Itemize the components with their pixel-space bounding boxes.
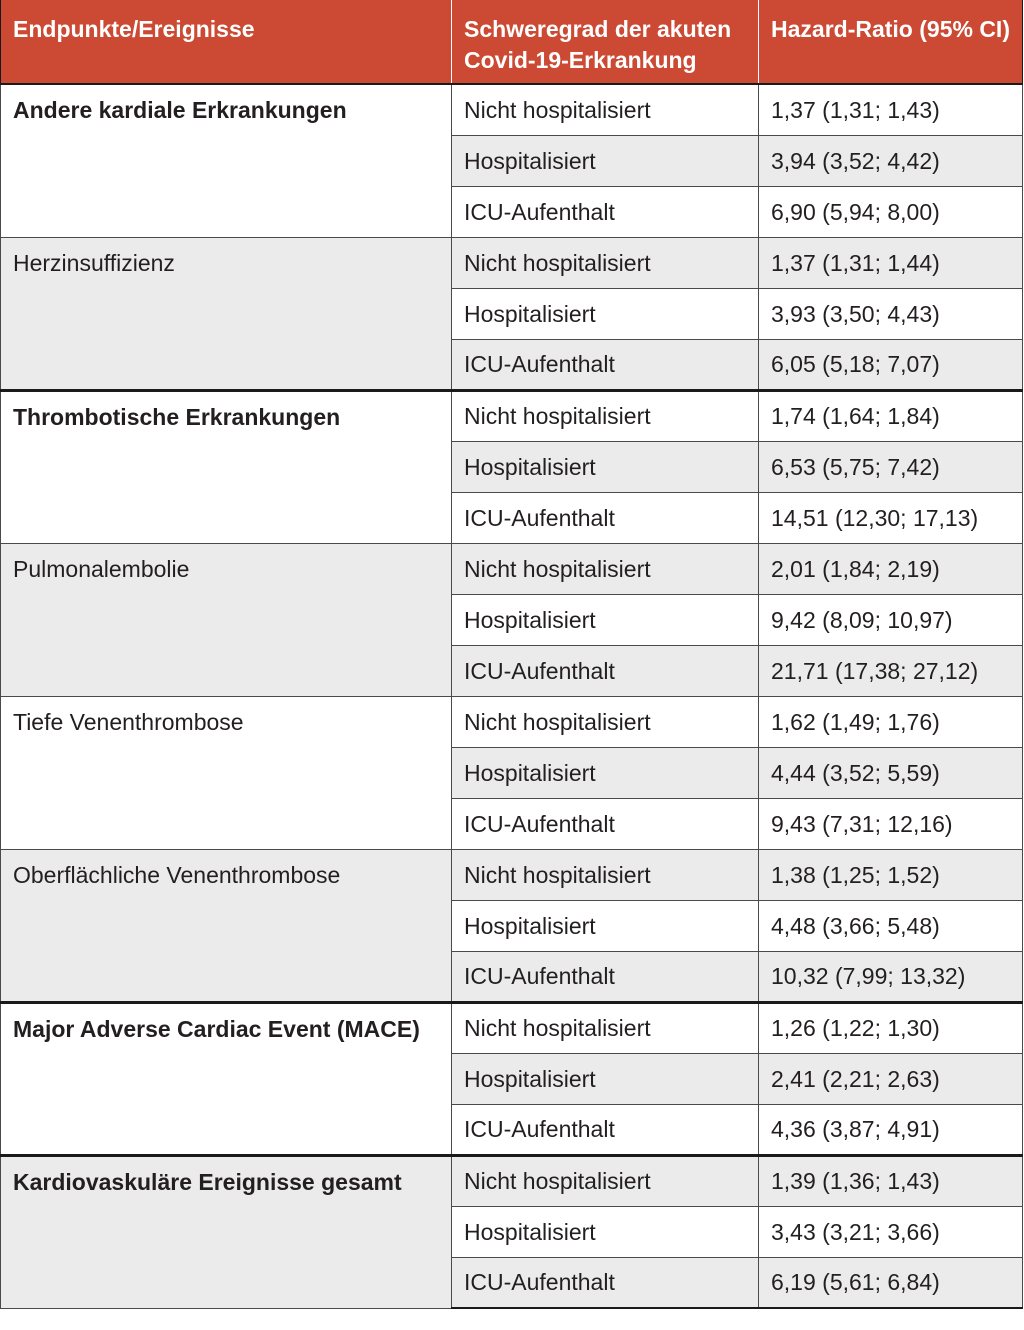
hazard-ratio-cell: 14,51 (12,30; 17,13): [759, 492, 1023, 543]
endpoint-cell: Herzinsuffizienz: [1, 237, 452, 390]
hazard-ratio-cell: 1,37 (1,31; 1,44): [759, 237, 1023, 288]
hazard-ratio-cell: 3,94 (3,52; 4,42): [759, 135, 1023, 186]
header-severity: Schweregrad der akuten Covid-19-Erkrankung: [452, 0, 759, 84]
table-row: [1, 543, 1023, 594]
severity-cell: Nicht hospitalisiert: [452, 84, 759, 135]
endpoint-cell: Pulmonalembolie: [1, 543, 452, 696]
hazard-ratio-cell: 6,90 (5,94; 8,00): [759, 186, 1023, 237]
severity-cell: Nicht hospitalisiert: [452, 390, 759, 441]
severity-cell: ICU-Aufenthalt: [452, 1257, 759, 1308]
endpoint-cell: Andere kardiale Erkrankungen: [1, 84, 452, 237]
table-row: [1, 84, 1023, 135]
table-header-row: [1, 0, 1023, 84]
header-endpoints: Endpunkte/Ereignisse: [1, 0, 452, 84]
severity-cell: Hospitalisiert: [452, 747, 759, 798]
hazard-ratio-cell: 2,41 (2,21; 2,63): [759, 1053, 1023, 1104]
hazard-ratio-cell: 1,38 (1,25; 1,52): [759, 849, 1023, 900]
hazard-ratio-cell: 21,71 (17,38; 27,12): [759, 645, 1023, 696]
severity-cell: Hospitalisiert: [452, 288, 759, 339]
hazard-ratio-cell: 4,36 (3,87; 4,91): [759, 1104, 1023, 1155]
table-row: [1, 237, 1023, 288]
hazard-ratio-cell: 2,01 (1,84; 2,19): [759, 543, 1023, 594]
severity-cell: Hospitalisiert: [452, 1053, 759, 1104]
severity-cell: ICU-Aufenthalt: [452, 339, 759, 390]
hazard-ratio-cell: 3,43 (3,21; 3,66): [759, 1206, 1023, 1257]
severity-cell: Hospitalisiert: [452, 594, 759, 645]
severity-cell: ICU-Aufenthalt: [452, 798, 759, 849]
endpoint-cell: Major Adverse Cardiac Event (MACE): [1, 1002, 452, 1155]
severity-cell: Nicht hospitalisiert: [452, 543, 759, 594]
hazard-ratio-cell: 1,26 (1,22; 1,30): [759, 1002, 1023, 1053]
hazard-ratio-cell: 1,74 (1,64; 1,84): [759, 390, 1023, 441]
hazard-ratio-cell: 9,43 (7,31; 12,16): [759, 798, 1023, 849]
endpoint-cell: Thrombotische Erkrankungen: [1, 390, 452, 543]
hazard-ratio-cell: 6,05 (5,18; 7,07): [759, 339, 1023, 390]
hazard-ratio-cell: 1,39 (1,36; 1,43): [759, 1155, 1023, 1206]
endpoint-cell: Oberflächliche Venenthrombose: [1, 849, 452, 1002]
table-row: [1, 849, 1023, 900]
hazard-ratio-cell: 6,19 (5,61; 6,84): [759, 1257, 1023, 1308]
severity-cell: Hospitalisiert: [452, 135, 759, 186]
hazard-ratio-cell: 9,42 (8,09; 10,97): [759, 594, 1023, 645]
severity-cell: ICU-Aufenthalt: [452, 1104, 759, 1155]
table-row: [1, 1155, 1023, 1206]
table-row: [1, 1002, 1023, 1053]
hazard-ratio-cell: 4,44 (3,52; 5,59): [759, 747, 1023, 798]
severity-cell: Nicht hospitalisiert: [452, 849, 759, 900]
hazard-ratio-cell: 3,93 (3,50; 4,43): [759, 288, 1023, 339]
severity-cell: Nicht hospitalisiert: [452, 1155, 759, 1206]
hazard-ratio-cell: 1,37 (1,31; 1,43): [759, 84, 1023, 135]
severity-cell: ICU-Aufenthalt: [452, 492, 759, 543]
severity-cell: ICU-Aufenthalt: [452, 951, 759, 1002]
severity-cell: Nicht hospitalisiert: [452, 1002, 759, 1053]
severity-cell: Hospitalisiert: [452, 441, 759, 492]
hazard-ratio-cell: 6,53 (5,75; 7,42): [759, 441, 1023, 492]
header-hazard-ratio: Hazard-Ratio (95% CI): [759, 0, 1023, 84]
severity-cell: Nicht hospitalisiert: [452, 237, 759, 288]
table-row: [1, 390, 1023, 441]
severity-cell: Hospitalisiert: [452, 900, 759, 951]
endpoint-cell: Tiefe Venenthrombose: [1, 696, 452, 849]
severity-cell: Hospitalisiert: [452, 1206, 759, 1257]
severity-cell: ICU-Aufenthalt: [452, 645, 759, 696]
hazard-ratio-cell: 10,32 (7,99; 13,32): [759, 951, 1023, 1002]
hazard-ratio-cell: 4,48 (3,66; 5,48): [759, 900, 1023, 951]
table-row: [1, 696, 1023, 747]
endpoint-cell: Kardiovaskuläre Ereignisse gesamt: [1, 1155, 452, 1308]
severity-cell: Nicht hospitalisiert: [452, 696, 759, 747]
severity-cell: ICU-Aufenthalt: [452, 186, 759, 237]
hazard-ratio-cell: 1,62 (1,49; 1,76): [759, 696, 1023, 747]
